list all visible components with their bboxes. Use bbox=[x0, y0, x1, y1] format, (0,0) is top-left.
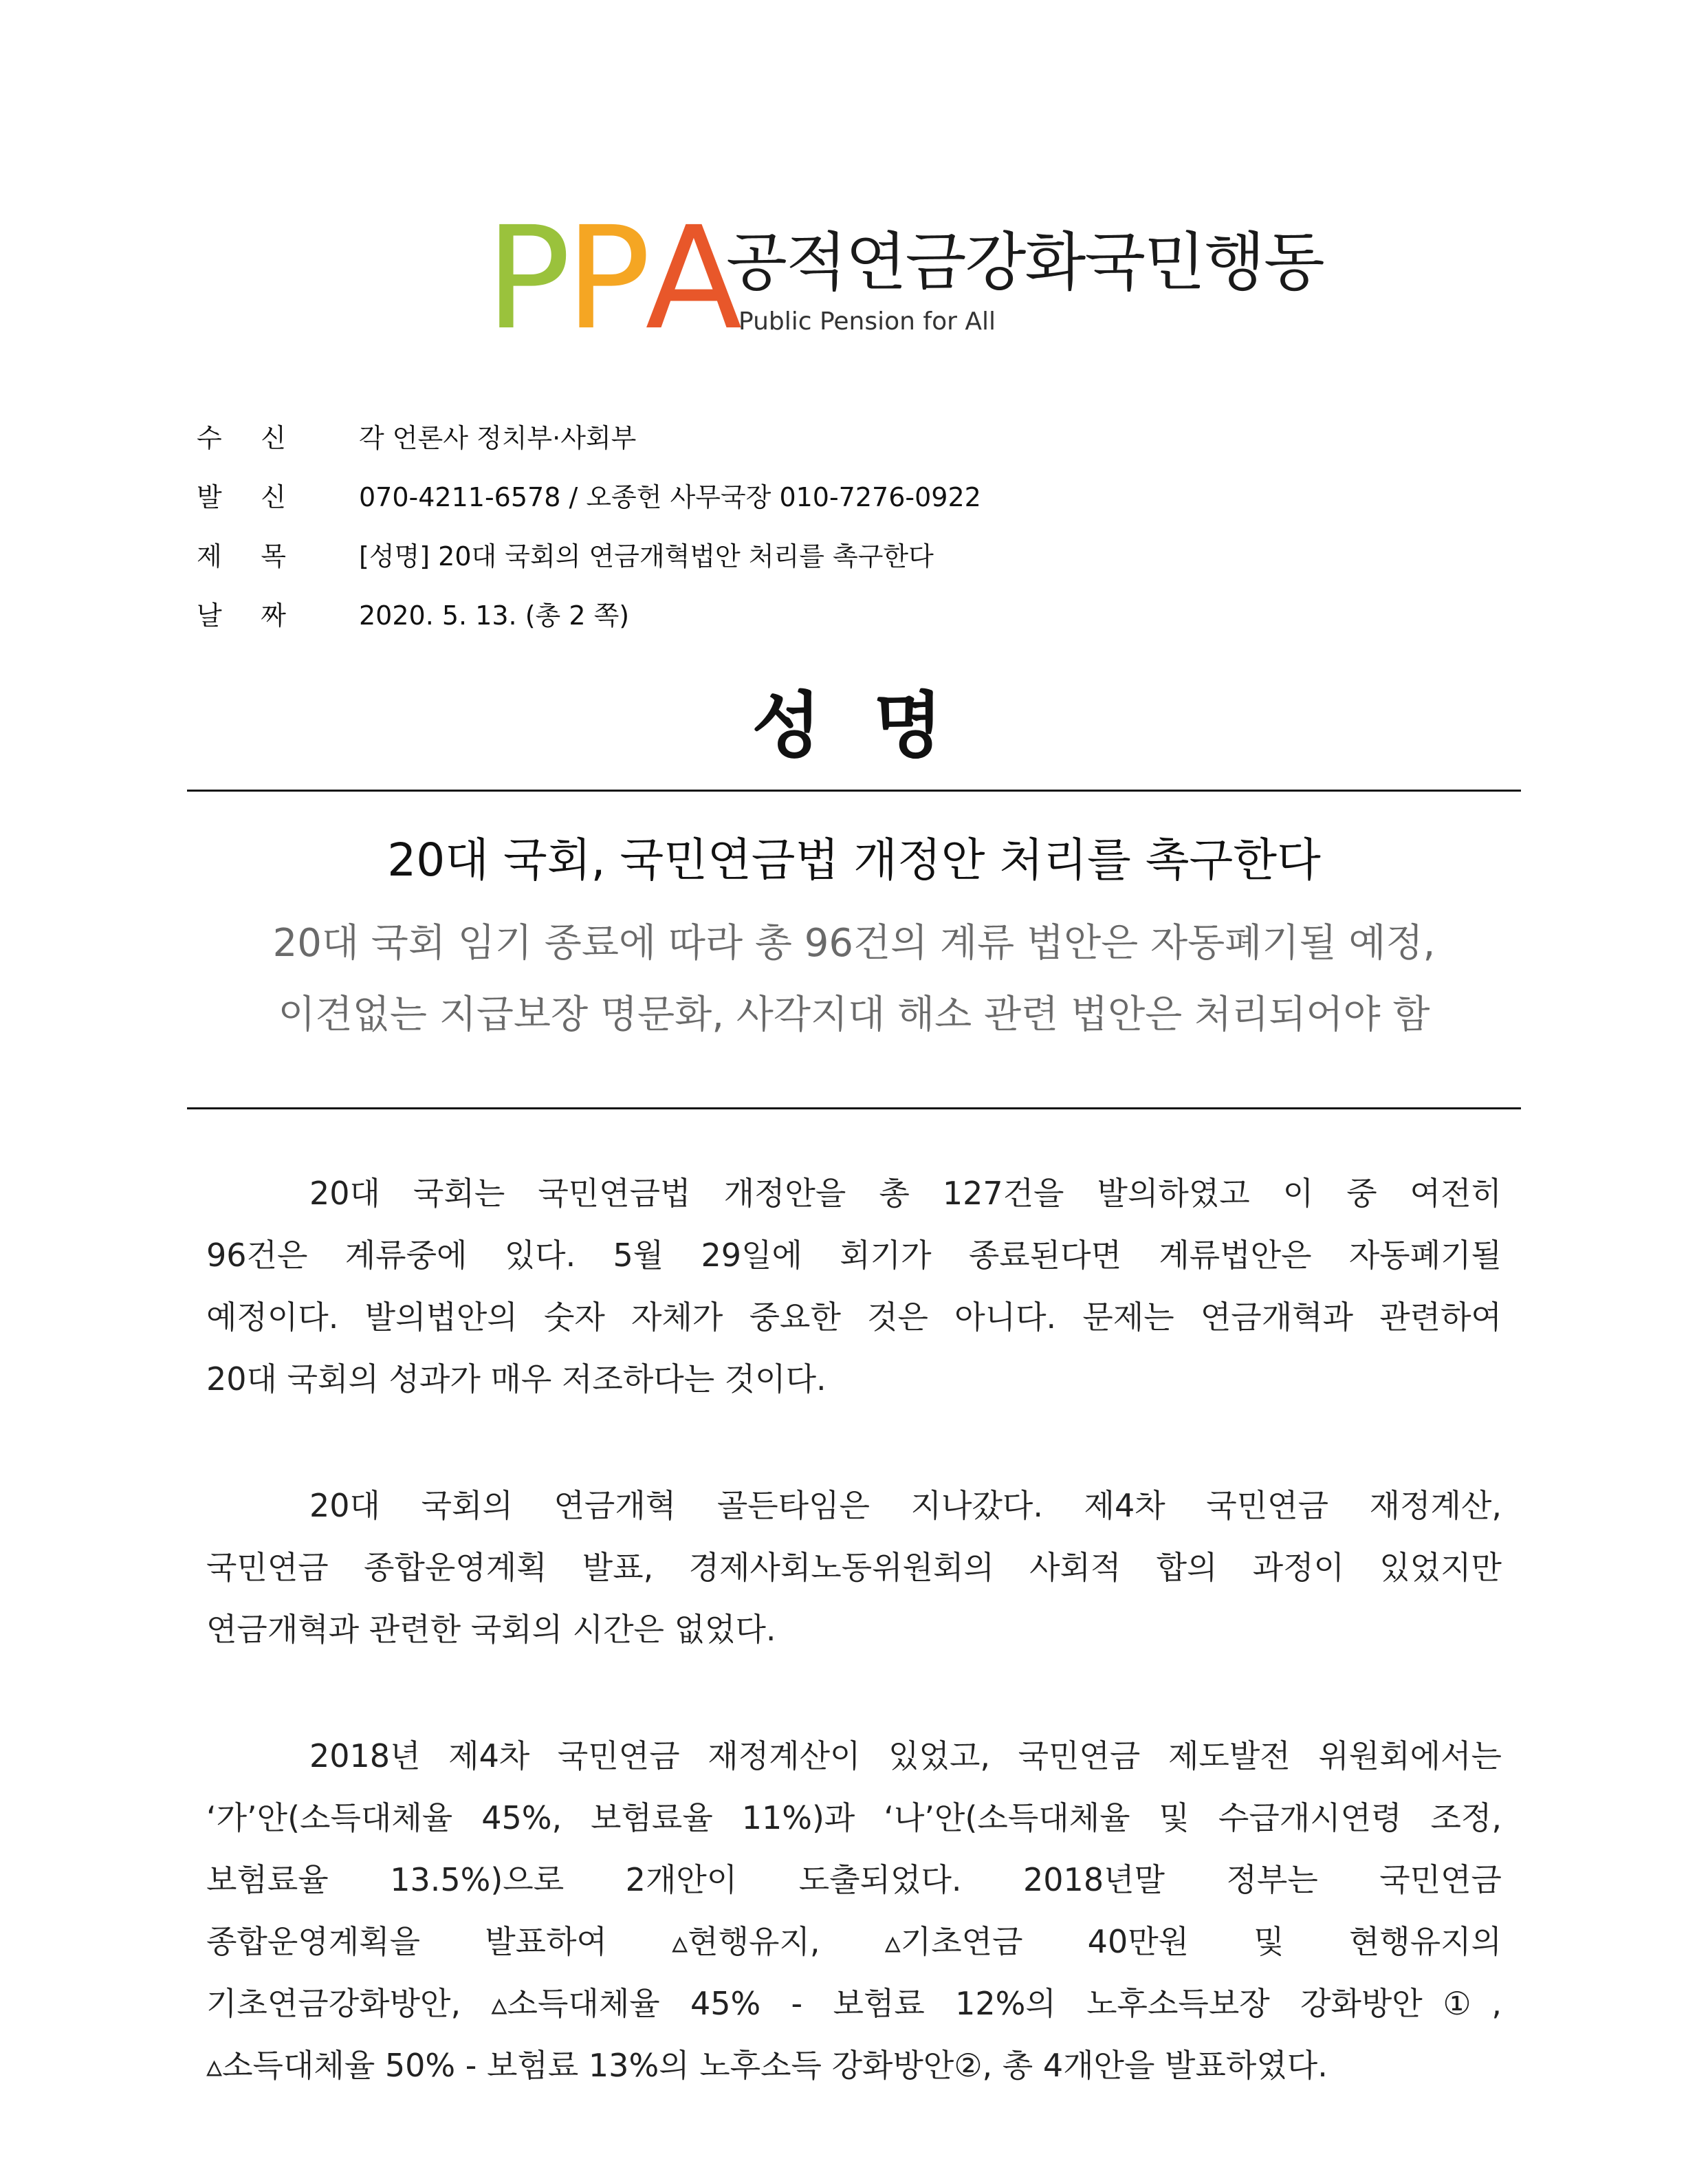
meta-label-char: 발 bbox=[197, 482, 222, 512]
document-type-title: 성 명 bbox=[752, 684, 956, 768]
headline: 20대 국회, 국민연금법 개정안 처리를 촉구한다 bbox=[387, 834, 1321, 887]
meta-row-sender bbox=[197, 480, 1434, 539]
meta-label-char: 신 bbox=[261, 482, 286, 512]
meta-row-recipient bbox=[197, 421, 1434, 480]
meta-row-date bbox=[197, 598, 1434, 658]
meta-label bbox=[197, 421, 286, 455]
meta-label-char: 짜 bbox=[261, 600, 286, 631]
text-line: 20대 국회의 성과가 매우 저조하다는 것이다. bbox=[206, 1360, 826, 1398]
text-line: 20대 국회의 연금개혁 골든타임은 지나갔다. 제4차 국민연금 재정계산, bbox=[309, 1487, 1502, 1524]
divider-top bbox=[187, 790, 1521, 792]
text-line: 연금개혁과 관련한 국회의 시간은 없었다. bbox=[206, 1611, 776, 1648]
meta-label bbox=[197, 539, 286, 574]
meta-label-char: 목 bbox=[261, 541, 286, 572]
subheadline-1: 20대 국회 임기 종료에 따라 총 96건의 계류 법안은 자동폐기될 예정, bbox=[272, 921, 1436, 966]
paragraph-2 bbox=[206, 1475, 1502, 1660]
text-line: 기초연금강화방안, ▵소득대체율 45% - 보험료 12%의 노후소득보장 강화방안①, bbox=[206, 1985, 1502, 2022]
meta-value-sender: 070-4211-6578 / 오종헌 사무국장 010-7276-0922 bbox=[359, 482, 981, 512]
text-line: 보험료율 13.5%)으로 2개안이 도출되었다. 2018년말 정부는 국민연금 bbox=[206, 1861, 1502, 1898]
meta-label bbox=[197, 598, 286, 633]
meta-label-char: 날 bbox=[197, 600, 222, 631]
meta-label-char: 수 bbox=[197, 423, 222, 453]
meta-value-recipient: 각 언론사 정치부·사회부 bbox=[359, 423, 637, 453]
text-line: 국민연금 종합운영계획 발표, 경제사회노동위원회의 사회적 합의 과정이 있었지만 bbox=[206, 1549, 1502, 1586]
text-line: 2018년 제4차 국민연금 재정계산이 있었고, 국민연금 제도발전 위원회에서는 bbox=[309, 1737, 1502, 1774]
text-line: 20대 국회는 국민연금법 개정안을 총 127건을 발의하였고 이 중 여전히 bbox=[309, 1175, 1502, 1212]
meta-value-subject: [성명] 20대 국회의 연금개혁법안 처리를 촉구한다 bbox=[359, 541, 934, 572]
org-name: 공적연금강화국민행동 bbox=[726, 226, 1324, 299]
text-line: ▵소득대체율 50% - 보험료 13%의 노후소득 강화방안②, 총 4개안을 발표하였다. bbox=[206, 2047, 1328, 2084]
org-subtitle: Public Pension for All bbox=[738, 307, 996, 336]
meta-row-subject bbox=[197, 539, 1434, 598]
text-line: ‘가’안(소득대체율 45%, 보험료율 11%)과 ‘나’안(소득대체율 및 수급개시연령 조정, bbox=[206, 1799, 1502, 1836]
body-text bbox=[206, 1162, 1502, 2161]
paragraph-3 bbox=[206, 1725, 1502, 2096]
meta-label-char: 신 bbox=[261, 423, 286, 453]
subheadline-2: 이견없는 지급보장 명문화, 사각지대 해소 관련 법안은 처리되어야 함 bbox=[278, 992, 1430, 1037]
text-line: 종합운영계획을 발표하여 ▵현행유지, ▵기초연금 40만원 및 현행유지의 bbox=[206, 1923, 1502, 1960]
text-line: 예정이다. 발의법안의 숫자 자체가 중요한 것은 아니다. 문제는 연금개혁과 관련하여 bbox=[206, 1299, 1502, 1336]
divider-bottom bbox=[187, 1107, 1521, 1109]
ppa-logo-mark bbox=[485, 196, 737, 361]
logo-letter-a: A bbox=[645, 196, 737, 361]
meta-label-char: 제 bbox=[197, 541, 222, 572]
meta-value-date: 2020. 5. 13. (총 2 쪽) bbox=[359, 600, 630, 631]
text-line: 96건은 계류중에 있다. 5월 29일에 회기가 종료된다면 계류법안은 자동폐기될 bbox=[206, 1237, 1502, 1274]
logo-letter-p1: P bbox=[485, 196, 566, 361]
logo-letter-p2: P bbox=[565, 196, 646, 361]
meta-label bbox=[197, 480, 286, 514]
paragraph-1 bbox=[206, 1162, 1502, 1410]
